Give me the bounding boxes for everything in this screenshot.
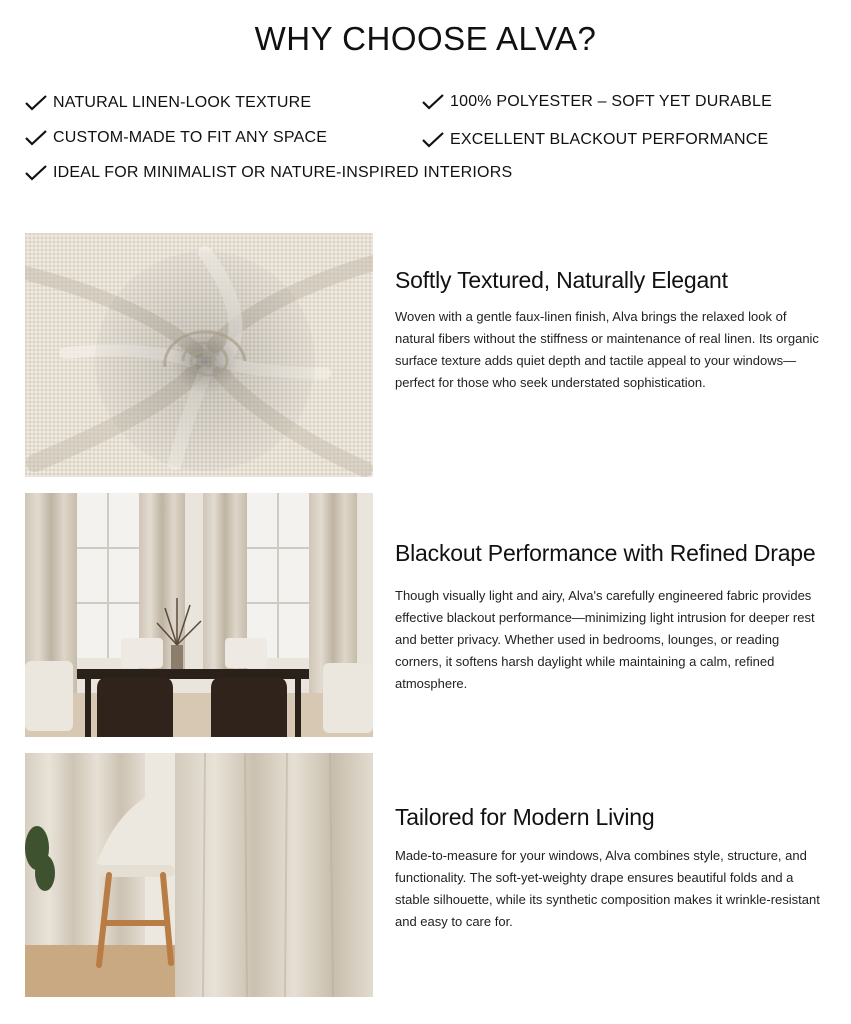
feature-label: CUSTOM-MADE TO FIT ANY SPACE — [53, 129, 328, 146]
linen-fabric-swirl-photo — [25, 233, 373, 477]
page-title: WHY CHOOSE ALVA? — [254, 20, 597, 57]
feature-item — [25, 94, 311, 112]
checkmark-icon — [422, 94, 444, 110]
feature-item — [25, 164, 512, 182]
feature-item — [422, 131, 768, 149]
feature-label: NATURAL LINEN-LOOK TEXTURE — [53, 94, 312, 111]
section-body: Though visually light and airy, Alva's carefully engineered fabric provides effective blackout performance—minimizing light intrusion for deeper rest and better privacy. Whether used in bedrooms, lounges, or reading corners, it softens harsh daylight while maintaining a calm, refined atmosphere. — [395, 588, 815, 691]
section-title: Softly Textured, Naturally Elegant — [395, 267, 728, 293]
section-title: Blackout Performance with Refined Drape — [395, 540, 816, 566]
feature-item — [422, 93, 772, 111]
section-body: Woven with a gentle faux-linen finish, Alva brings the relaxed look of natural fibers without the stiffness or maintenance of real linen. Its organic surface texture adds quiet depth and tactile appeal to your windows—perfect for those who seek understated sophistication. — [395, 309, 819, 390]
checkmark-icon — [25, 95, 47, 111]
feature-item — [25, 129, 327, 147]
section-body: Made-to-measure for your windows, Alva combines style, structure, and functionality. The soft-yet-weighty drape ensures beautiful folds and a stable silhouette, while its synthetic composition makes it wrinkle-resistant and easy to care for. — [395, 848, 820, 929]
feature-label: IDEAL FOR MINIMALIST OR NATURE-INSPIRED INTERIORS — [53, 164, 513, 181]
checkmark-icon — [25, 165, 47, 181]
feature-label: 100% POLYESTER – SOFT YET DURABLE — [450, 93, 772, 110]
dining-room-curtains-photo — [25, 493, 373, 737]
feature-label: EXCELLENT BLACKOUT PERFORMANCE — [450, 131, 769, 148]
checkmark-icon — [422, 132, 444, 148]
checkmark-icon — [25, 130, 47, 146]
section-title: Tailored for Modern Living — [395, 804, 655, 830]
curtain-and-chair-photo — [25, 753, 373, 997]
